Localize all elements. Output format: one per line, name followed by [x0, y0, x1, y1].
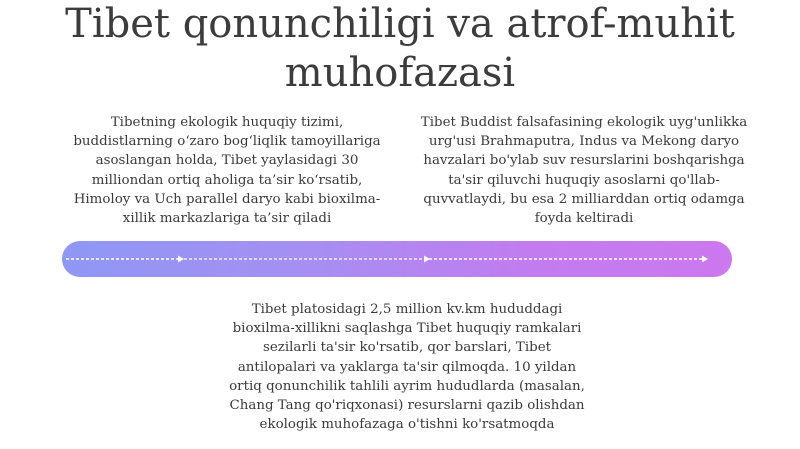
text-block-right: Tibet Buddist falsafasining ekologik uyg'unlikka urg'usi Brahmaputra, Indus va Mekong daryo havzalari bo'ylab suv resurslarini boshqarishga ta'sir qiluvchi huquqiy asoslarni qo'llab-quvvatlaydi, bu esa 2 milliarddan ortiq odamga foyda keltiradi: [420, 115, 748, 227]
text-block-bottom: Tibet platosidagi 2,5 million kv.km hududdagi bioxilma-xillikni saqlashga Tibet huquqiy ramkalari sezilarli ta'sir ko'rsatib, qor barslari, Tibet antilopalari va yaklarga ta'sir qilmoqda. 10 yildan ortiq qonunchilik tahlili ayrim hududlarda (masalan, Chang Tang qo'riqxonasi) resurslarni qazib olishdan ekologik muhofazaga o'tishni ko'rsatmoqda: [229, 302, 585, 433]
arrowhead-middle-icon: [424, 256, 430, 263]
arrowhead-left-icon: [178, 256, 184, 263]
text-block-left: Tibetning ekologik huquqiy tizimi, buddistlarning o‘zaro bog‘liqlik tamoyillariga asoslangan holda, Tibet yaylasidagi 30 milliondan ortiq aholiga ta’sir ko‘rsatib, Himoloy va Uch parallel daryo kabi bioxilma-xillik markazlariga ta’sir qiladi: [73, 115, 381, 227]
arrowhead-right-icon: [702, 256, 708, 263]
timeline-arrows: [62, 241, 732, 277]
timeline-bar: [62, 241, 732, 277]
page-title: Tibet qonunchiligi va atrof-muhit muhofazasi: [65, 1, 735, 96]
